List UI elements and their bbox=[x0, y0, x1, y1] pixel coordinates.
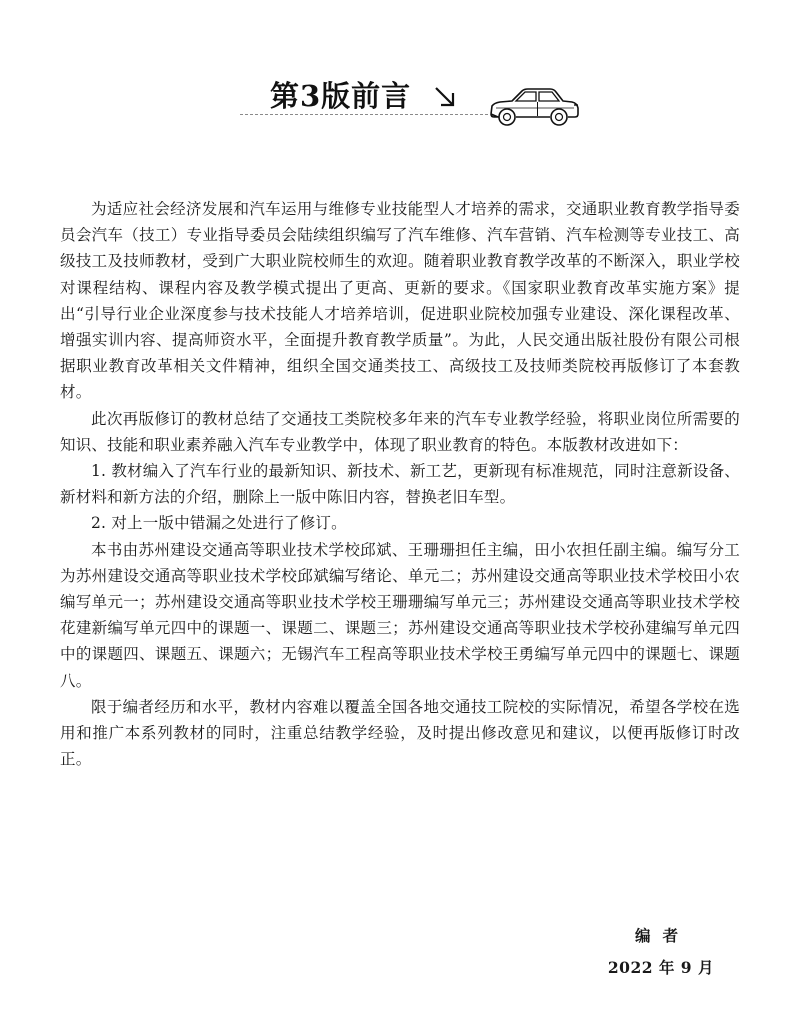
paragraph-intro: 为适应社会经济发展和汽车运用与维修专业技能型人才培养的需求，交通职业教育教学指导委员会汽车（技工）专业指导委员会陆续组织编写了汽车维修、汽车营销、汽车检测等专业技工、高级技工及技师教材，受到广大职业院校师生的欢迎。随着职业教育教学改革的不断深入，职业学校对课程结构、课程内容及教学模式提出了更高、更新的要求。《国家职业教育改革实施方案》提出“引导行业企业深度参与技术技能人才培养培训，促进职业院校加强专业建设、深化课程改革、增强实训内容、提高师资水平，全面提升教育教学质量”。为此，人民交通出版社股份有限公司根据职业教育改革相关文件精神，组织全国交通类技工、高级技工及技师类院校再版修订了本套教材。 bbox=[60, 200, 740, 402]
page-header bbox=[0, 60, 790, 130]
paragraph-closing: 限于编者经历和水平，教材内容难以覆盖全国各地交通技工院校的实际情况，希望各学校在选用和推广本系列教材的同时，注重总结教学经验，及时提出修改意见和建议，以便再版修订时改正。 bbox=[60, 697, 740, 769]
signature-author: 编者 bbox=[634, 926, 690, 945]
paragraph-authors: 本书由苏州建设交通高等职业技术学校邱斌、王珊珊担任主编，田小农担任副主编。编写分工为苏州建设交通高等职业技术学校邱斌编写绪论、单元二；苏州建设交通高等职业技术学校田小农编写单元一；苏州建设交通高等职业技术学校王珊珊编写单元三；苏州建设交通高等职业技术学校花建新编写单元四中的课题一、课题二、课题三；苏州建设交通高等职业技术学校孙建编写单元四中的课题四、课题五、课题六；无锡汽车工程高等职业技术学校王勇编写单元四中的课题七、课题八。 bbox=[60, 540, 740, 690]
car-icon bbox=[488, 86, 580, 128]
paragraph-improvement-1: 1. 教材编入了汽车行业的最新知识、新技术、新工艺，更新现有标准规范，同时注意新设备、新材料和新方法的介绍，删除上一版中陈旧内容，替换老旧车型。 bbox=[60, 462, 740, 507]
paragraph-revision-summary: 此次再版修订的教材总结了交通技工类院校多年来的汽车专业教学经验，将职业岗位所需要的知识、技能和职业素养融入汽车专业教学中，体现了职业教育的特色。本版教材改进如下： bbox=[60, 409, 740, 454]
signature-date: 2022 年 9 月 bbox=[607, 958, 714, 977]
arrow-down-right-icon bbox=[430, 82, 460, 112]
preface-body bbox=[60, 196, 740, 772]
header-dashed-divider bbox=[240, 114, 488, 115]
paragraph-improvement-2: 2. 对上一版中错漏之处进行了修订。 bbox=[91, 514, 347, 533]
page-title: 第3版前言 bbox=[270, 79, 412, 113]
